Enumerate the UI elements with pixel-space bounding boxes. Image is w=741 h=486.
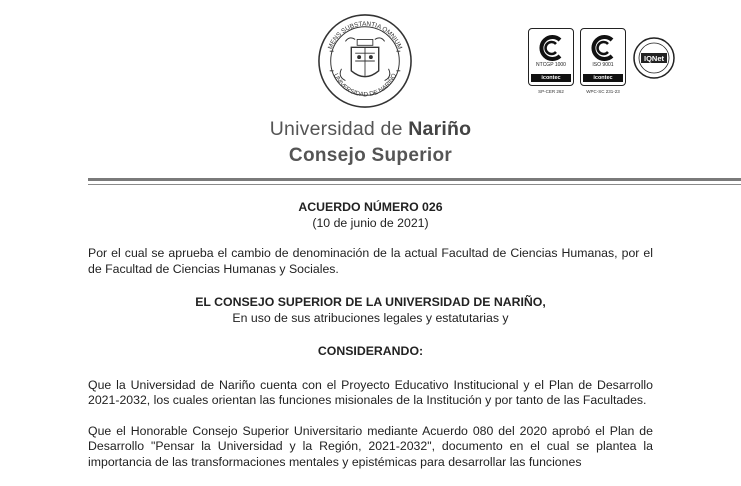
issuer-heading: EL CONSEJO SUPERIOR DE LA UNIVERSIDAD DE NARIÑO, [195, 295, 546, 309]
document-body [88, 200, 653, 470]
cert-code-label: SP-CER 262 [538, 89, 564, 94]
considering-heading: CONSIDERANDO: [317, 344, 424, 358]
seal-ring-text: UNIVERSIDAD DE NARIÑO [331, 72, 399, 99]
cert-band-label: icontec [583, 74, 623, 82]
cert-standard-label: NTCGP 1000 [536, 62, 566, 68]
header-divider-thick [88, 178, 741, 181]
authority-line: En uso de sus atribuciones legales y estatutarias y [232, 310, 509, 325]
cert-code-label: WPC-SC 231-23 [586, 89, 620, 94]
iso-certification-badge [580, 28, 626, 94]
university-title [0, 118, 741, 141]
paragraph-1: Que la Universidad de Nariño cuenta con el Proyecto Educativo Institucional y el Plan de Desarrollo 2021-2032, los cuales orientan las funciones misionales de la Institución y por tanto de las Facultades. [88, 377, 653, 407]
iqnet-certification-icon [632, 36, 676, 80]
icontec-swirl-icon [536, 35, 566, 61]
agreement-date: (10 de junio de 2021) [312, 215, 429, 230]
university-prefix: Universidad de [269, 118, 409, 140]
seal-motto-text: MENS SUBSTANTIA OMNIUM [326, 20, 404, 51]
agreement-summary: Por el cual se aprueba el cambio de denominación de la actual Facultad de Ciencias Humanas, por el de Facultad de Ciencias Humanas y Sociales. [88, 246, 653, 276]
iqnet-label: IQNet [643, 54, 665, 63]
svg-text:MENS SUBSTANTIA OMNIUM [327, 21, 403, 51]
paragraph-2: Que el Honorable Consejo Superior Universitario mediante Acuerdo 080 del 2020 aprobó el Plan de Desarrollo "Pensar la Universidad y la Región, 2021-2032", documento en el cual se plantea la importancia de las transformaciones mentales y epistémicas para desarrollar las funciones [88, 423, 653, 469]
university-name: Nariño [408, 118, 472, 140]
certification-logos [528, 28, 676, 94]
agreement-title: ACUERDO NÚMERO 026 [298, 200, 443, 214]
council-title: Consejo Superior [288, 145, 453, 166]
cert-standard-label: ISO 9001 [592, 62, 614, 68]
ntcgp-certification-badge [528, 28, 574, 94]
cert-band-label: icontec [531, 74, 571, 82]
header-divider-thin [88, 184, 741, 185]
icontec-swirl-icon [588, 35, 618, 61]
university-seal [316, 12, 414, 110]
